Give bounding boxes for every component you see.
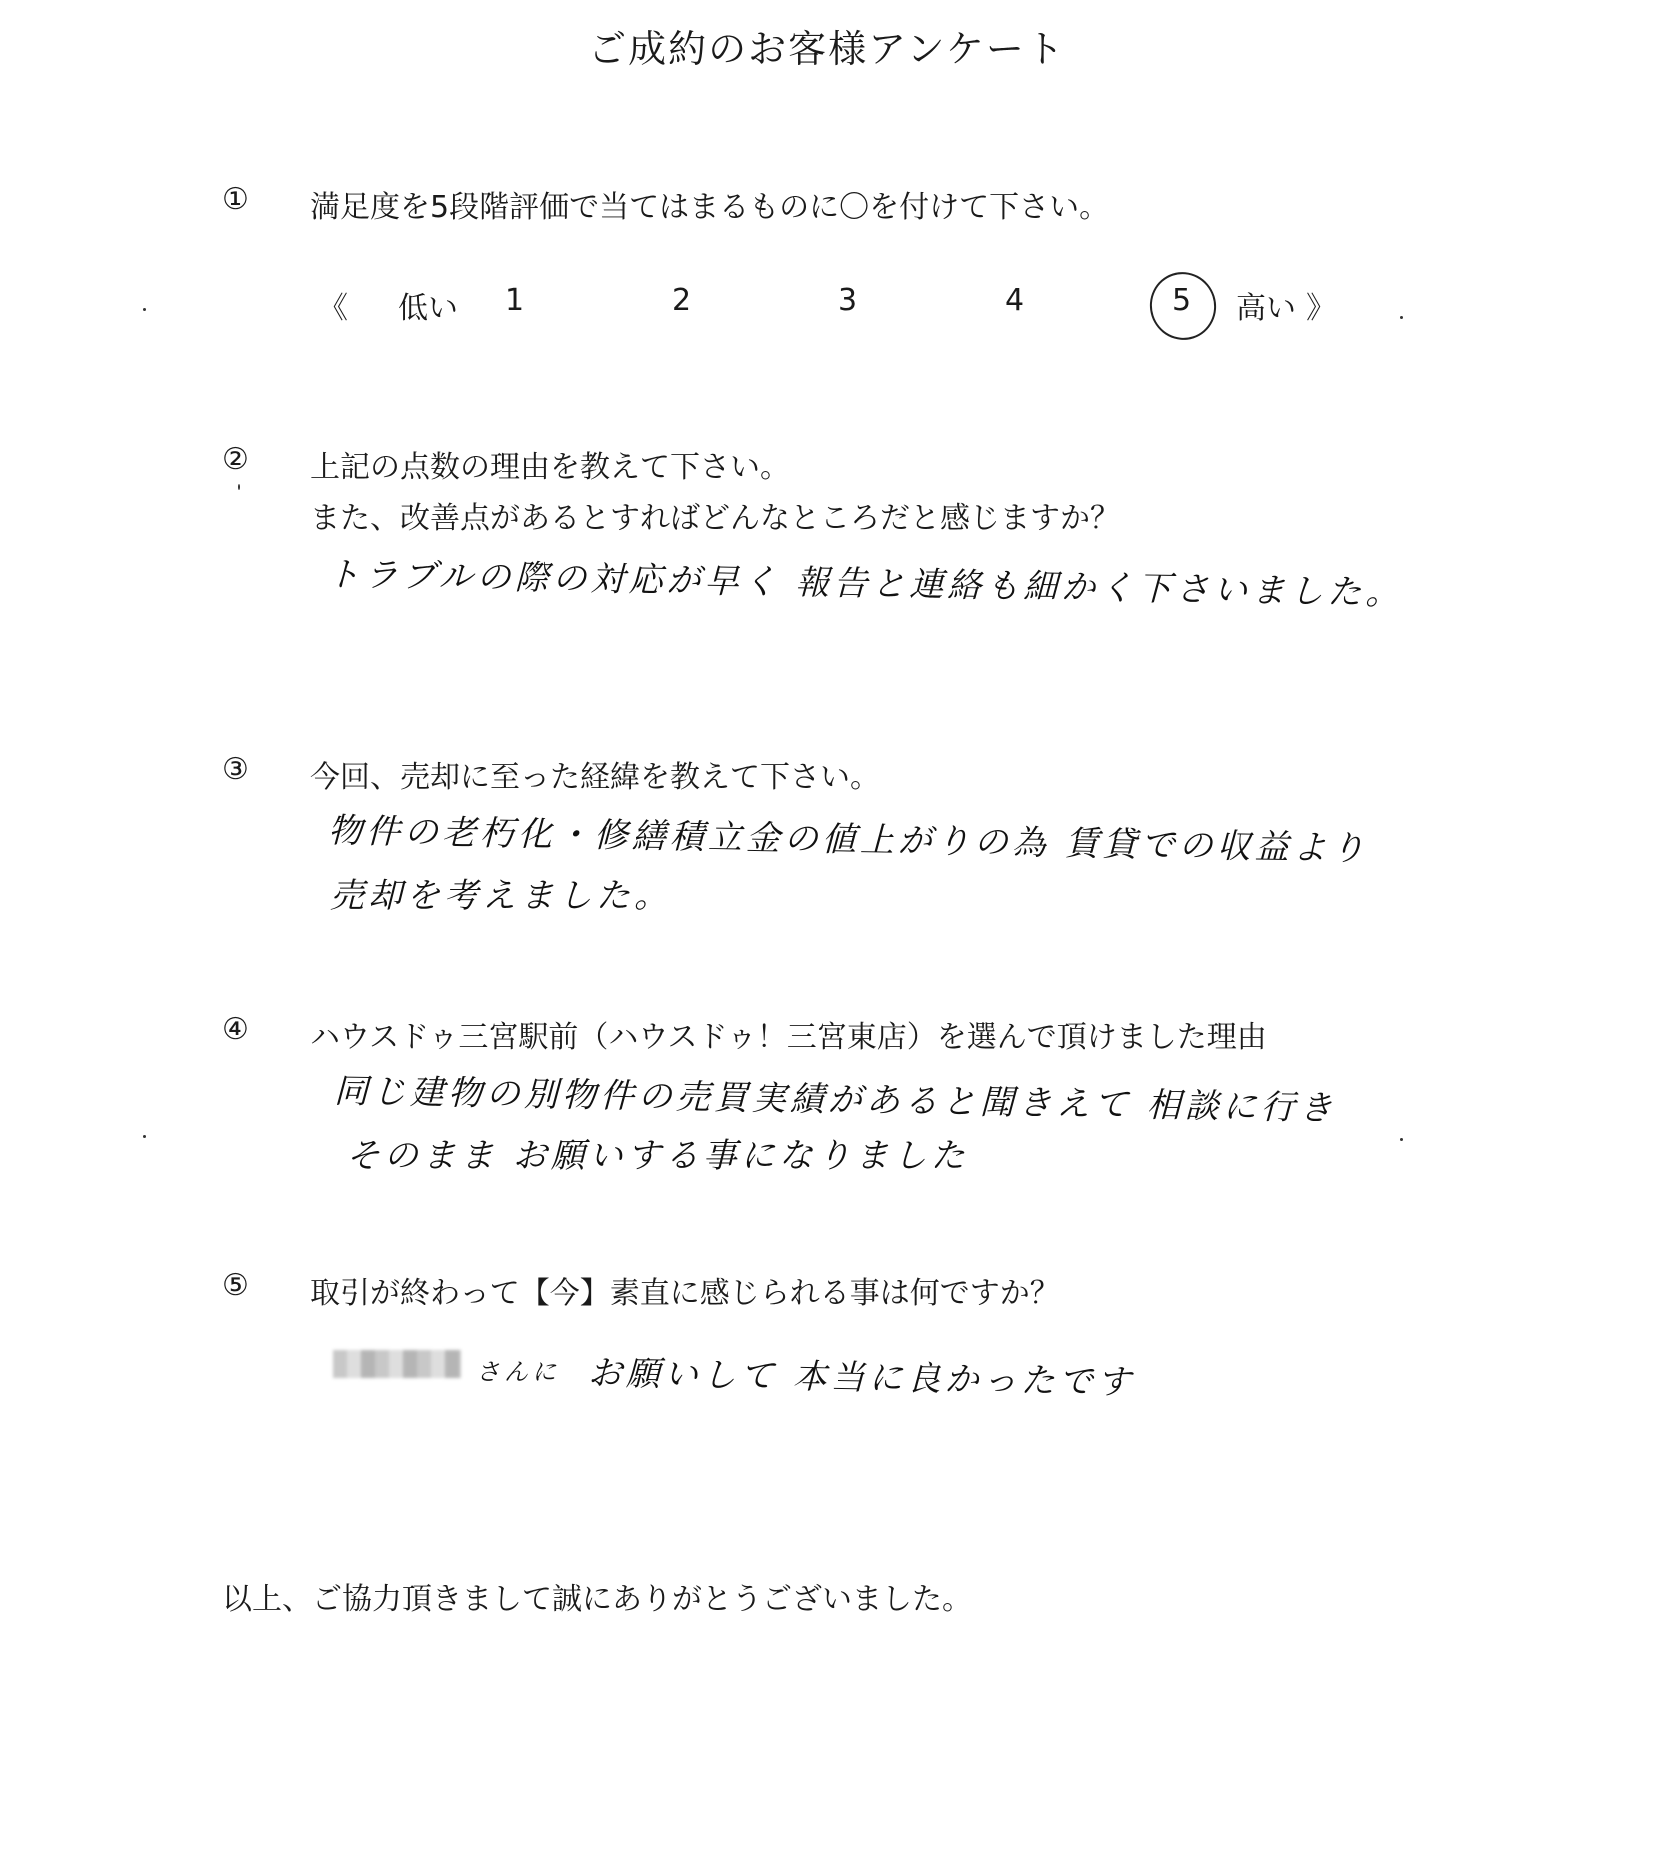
question-2-number: ② (222, 442, 249, 477)
question-2-text-line2: また、改善点があるとすればどんなところだと感じますか？ (310, 501, 1120, 536)
scan-speck (1400, 1138, 1403, 1141)
question-3-text: 今回、売却に至った経緯を教えて下さい。 (310, 760, 880, 795)
answer-4-line2-handwriting: そのまま お願いする事になりました (346, 1136, 969, 1176)
scale-value-3: 3 (838, 283, 858, 318)
scale-open-bracket: 《 (318, 291, 348, 326)
scan-speck (1400, 316, 1403, 319)
question-4-text: ハウスドゥ三宮駅前（ハウスドゥ！三宮東店）を選んで頂けました理由 (310, 1020, 1267, 1055)
scale-value-5: 5 (1172, 283, 1192, 318)
answer-2-handwriting: トラブルの際の対応が早く 報告と連絡も細かく下さいました。 (325, 554, 1404, 614)
question-1-text: 満足度を5段階評価で当てはまるものに〇を付けて下さい。 (310, 190, 1110, 225)
question-3-number: ③ (222, 752, 249, 787)
redacted-name (333, 1350, 461, 1378)
scan-speck (143, 308, 146, 311)
answer-5-name-suffix: さんに (476, 1358, 560, 1386)
scale-low-label: 低い (398, 291, 458, 326)
scan-speck (143, 1135, 146, 1138)
question-2-text-line1: 上記の点数の理由を教えて下さい。 (310, 450, 790, 485)
scale-high-label: 高い (1236, 291, 1296, 326)
page-title: ご成約のお客様アンケート (588, 27, 1066, 71)
scale-value-4: 4 (1005, 283, 1025, 318)
question-5-text: 取引が終わって【今】素直に感じられる事は何ですか？ (310, 1276, 1060, 1311)
closing-message: 以上、ご協力頂きまして誠にありがとうございました。 (222, 1582, 972, 1617)
question-5-number: ⑤ (222, 1268, 249, 1303)
scale-value-1: 1 (505, 283, 525, 318)
answer-5-handwriting: お願いして 本当に良かったです (587, 1353, 1136, 1403)
answer-3-line2-handwriting: 売却を考えました。 (330, 876, 672, 916)
scan-speck (238, 484, 240, 490)
scale-value-2: 2 (672, 283, 692, 318)
answer-3-line1-handwriting: 物件の老朽化・修繕積立金の値上がりの為 賃貸での収益より (327, 810, 1370, 870)
scale-close-bracket: 》 (1306, 291, 1336, 326)
answer-4-line1-handwriting: 同じ建物の別物件の売買実績があると聞きえて 相談に行き (333, 1071, 1338, 1129)
question-4-number: ④ (222, 1012, 249, 1047)
question-1-number: ① (222, 182, 249, 217)
